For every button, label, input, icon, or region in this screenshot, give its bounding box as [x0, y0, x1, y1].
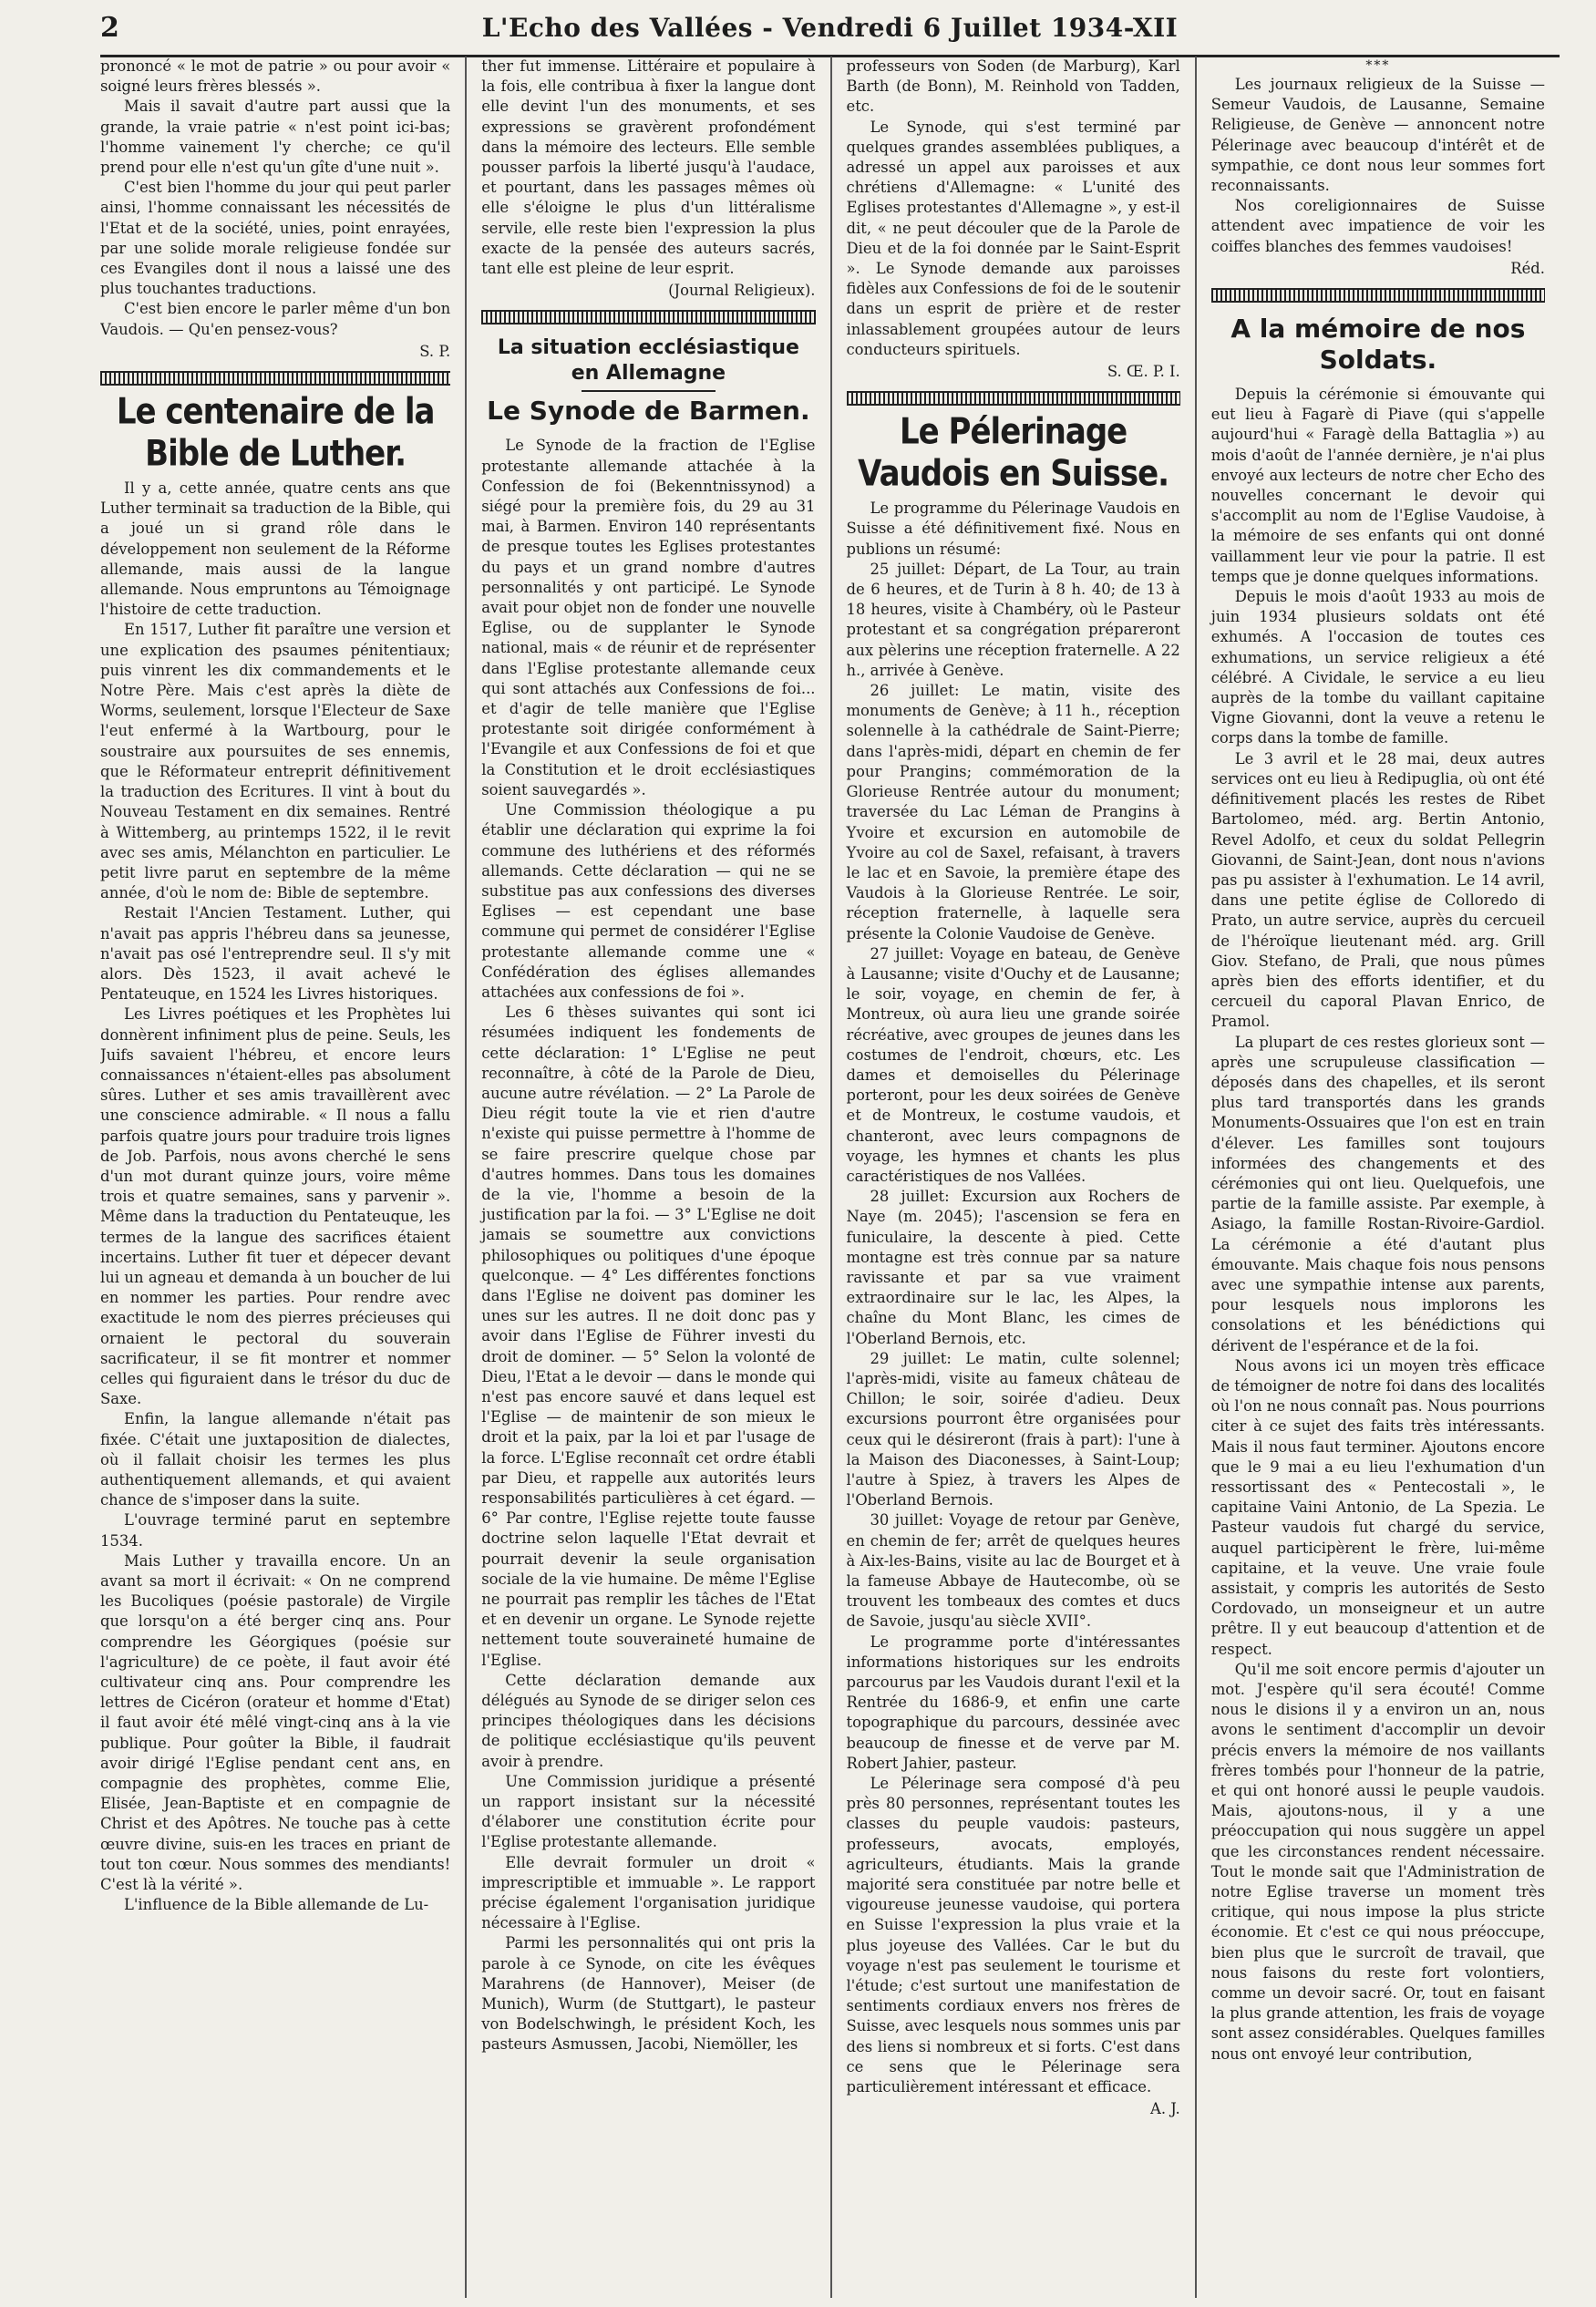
paragraph: Une Commission juridique a présenté un rapport insistant sur la nécessité d'élaborer une constitution écrite pour l'Eglise protestante allemande.	[481, 1772, 816, 1851]
column-3	[830, 57, 1195, 2298]
article-signature: S. Œ. P. I.	[1107, 363, 1180, 381]
paragraph: 28 juillet: Excursion aux Rochers de Naye (m. 2045); l'ascension se fera en funiculaire, la descente à pied. Cette montagne est très connue par sa nature ravissante et par sa vue vraiment extraordinaire sur le lac, les Alpes, la chaîne du Mont Blanc, les cimes de l'Oberland Bernois, etc.	[846, 1188, 1180, 1347]
paragraph: Les 6 thèses suivantes qui sont ici résumées indiquent les fondements de cette déclaration: 1° L'Eglise ne peut reconnaître, à côté de la Parole de Dieu, aucune autre révélation. — 2° La Parole de Dieu régit toute la vie et rien d'autre n'existe qui puisse permettre à l'homme de se faire prescrire quelque chose par d'autres hommes. Dans tous les domaines de la vie, l'homme a besoin de la justification par la foi. — 3° L'Eglise ne doit jamais se soumettre aux convictions philosophiques ou politiques d'une époque quelconque. — 4° Les différentes fonctions dans l'Eglise ne doivent pas dominer les unes sur les autres. Il ne doit donc pas y avoir dans l'Eglise de Führer investi du droit de dominer. — 5° Selon la volonté de Dieu, l'Etat a le devoir — dans le monde qui n'est pas encore sauvé et dans lequel est l'Eglise — de maintenir de son mieux le droit et la paix, par la loi et par l'usage de la force. L'Eglise reconnaît cet ordre établi par Dieu, et rappelle aux autorités leurs responsabilités particulières à cet égard. — 6° Par contre, l'Eglise rejette toute fausse doctrine selon laquelle l'Etat devrait et pourrait devenir la seule organisation sociale de la vie humaine. De même l'Eglise ne pourrait pas remplir les tâches de l'Etat et en devenir un organe. Le Synode rejette nettement toute souveraineté humaine de l'Eglise.	[481, 1004, 816, 1669]
paragraph: ther fut immense. Littéraire et populaire à la fois, elle contribua à fixer la langue dont elle devint l'un des monuments, et ses expressions se gravèrent profondément dans la mémoire des lecteurs. Elle semble pousser parfois la liberté jusqu'à l'audace, et pourtant, dans les passages mêmes où elle s'éloigne le plus d'un littéralisme servile, elle reste bien l'expression la plus exacte de la pensée des auteurs sacrés, tant elle est pleine de leur esprit.	[481, 57, 816, 278]
paragraph: Mais Luther y travailla encore. Un an avant sa mort il écrivait: « On ne comprend les Bucoliques (poésie pastorale) de Virgile que lorsqu'on a été berger cinq ans. Pour comprendre les Géorgiques (poésie sur l'agriculture) de ce poète, il faut avoir été cultivateur cinq ans. Pour comprendre les lettres de Cicéron (orateur et homme d'Etat) il faut avoir été mêlé vingt-cinq ans à la vie publique. Pour goûter la Bible, il faudrait avoir dirigé l'Eglise pendant cent ans, en compagnie des prophètes, comme Elie, Elisée, Jean-Baptiste et en compagnie de Christ et des Apôtres. Ne touche pas à cette œuvre divine, suis-en les traces en priant de tout ton cœur. Nous sommes des mendiants! C'est là la vérité ».	[100, 1551, 451, 1894]
section-divider	[1211, 288, 1545, 303]
paragraph: 25 juillet: Départ, de La Tour, au train de 6 heures, et de Turin à 8 h. 40; de 13 à 18 heures, visite à Chambéry, où le Pasteur protestant et sa congrégation prépareront aux pèlerins une réception fraternelle. A 22 h., arrivée à Genève.	[846, 560, 1180, 679]
headline-luther-bible: Le centenaire de la Bible de Luther.	[116, 391, 435, 476]
section-divider	[481, 310, 815, 324]
paragraph: Depuis le mois d'août 1933 au mois de juin 1934 plusieurs soldats ont été exhumés. A l'occasion de toutes ces exhumations, un service religieux a été célébré. A Cividale, le service a eu lieu auprès de la tombe du vaillant capitaine Vigne Giovanni, dont la veuve a retenu le corps dans la tombe de famille.	[1210, 588, 1545, 747]
paragraph: 27 juillet: Voyage en bateau, de Genève à Lausanne; visite d'Ouchy et de Lausanne; le soir, voyage, en chemin de fer, à Montreux, où aura lieu une grande soirée récréative, avec groupes de jeunes dans les costumes de l'endroit, chœurs, etc. Les dames et demoiselles du Pélerinage porteront, pour les deux soirées de Genève et de Montreux, le costume vaudois, et chanteront, avec leurs compagnons de voyage, les hymnes et chants les plus caractéristiques de nos Vallées.	[846, 944, 1180, 1185]
paragraph: professeurs von Soden (de Marburg), Karl Barth (de Bonn), M. Reinhold von Tadden, etc.	[846, 57, 1180, 116]
paragraph: Cette déclaration demande aux délégués au Synode de se diriger selon ces principes théologiques dans les décisions de politique ecclésiastique qu'ils peuvent avoir à prendre.	[481, 1671, 816, 1770]
paragraph: C'est bien l'homme du jour qui peut parler ainsi, l'homme connaissant les nécessités de l'Etat et de la société, unies, point enrayées, par une solide morale religieuse fondée sur ces Evangiles dont il nous a laissé une des plus touchantes traductions.	[100, 179, 451, 298]
paragraph: Mais il savait d'autre part aussi que la grande, la vraie patrie « n'est point ici-bas; l'homme vainement l'y cherche; ce qu'il prend pour elle n'est qu'un gîte d'une nuit ».	[100, 98, 451, 177]
paragraph: 26 juillet: Le matin, visite des monuments de Genève; à 11 h., réception solennelle à la cathédrale de Saint-Pierre; dans l'après-midi, départ en chemin de fer pour Prangins; commémoration de la Glorieuse Rentrée autour du monument; traversée du Lac Léman de Prangins à Yvoire et excursion en automobile de Yvoire au col de Saxel, refaisant, à travers le lac et en Savoie, la première étape des Vaudois à la Glorieuse Rentrée. Le soir, réception fraternelle, à laquelle sera présente la Colonie Vaudoise de Genève.	[846, 682, 1180, 942]
section-divider	[100, 371, 450, 386]
article-signature: (Journal Religieux).	[668, 282, 816, 300]
column-4	[1195, 57, 1560, 2298]
paragraph: Parmi les personnalités qui ont pris la parole à ce Synode, on cite les évêques Marahrens (de Hannover), Meiser (de Munich), Wurm (de Stuttgart), le pasteur von Bodelschwingh, le président Koch, les pasteurs Asmussen, Jacobi, Niemöller, les	[481, 1934, 816, 2054]
paragraph: En 1517, Luther fit paraître une version et une explication des psaumes pénitentiaux; puis vinrent les dix commandements et le Notre Père. Mais c'est après la diète de Worms, seulement, lorsque l'Electeur de Saxe l'eut enfermé à la Wartbourg, pour le soustraire aux poursuites de ses ennemis, que le Réformateur entreprit définitivement la traduction des Ecritures. Il vint à bout du Nouveau Testament en dix semaines. Rentré à Wittemberg, au printemps 1522, il le revit avec ses amis, Mélanchton en particulier. Le petit livre parut en septembre de la même année, d'où le nom de: Bible de septembre.	[100, 621, 451, 902]
paragraph: Une Commission théologique a pu établir une déclaration qui exprime la foi commune des luthériens et des réformés allemands. Cette déclaration — qui ne se substitue pas aux confessions des diverses Eglises — est cependant une base commune qui permet de considérer l'Eglise protestante allemande comme une « Confédération des églises allemandes attachées aux confessions de foi ».	[481, 801, 816, 1001]
paragraph: C'est bien encore le parler même d'un bon Vaudois. — Qu'en pensez-vous?	[100, 300, 451, 338]
paragraph: Restait l'Ancien Testament. Luther, qui n'avait pas appris l'hébreu dans sa jeunesse, n'avait pas osé l'entreprendre seul. Il s'y mit alors. Dès 1523, il avait achevé le Pentateuque, en 1524 les Livres historiques.	[100, 904, 451, 1004]
paragraph: Nous avons ici un moyen très efficace de témoigner de notre foi dans des localités où l'on ne nous connaît pas. Nous pourrions citer à ce sujet des faits très intéressants. Mais il nous faut terminer. Ajoutons encore que le 9 mai a eu lieu l'exhumation d'un ressortissant des « Pentecostali », le capitaine Vaini Antonio, de La Spezia. Le Pasteur vaudois fut chargé du service, auquel participèrent le frère, lui-même capitaine, et la veuve. Une vraie foule assistait, y compris les autorités de Sesto Cordovado, un monseigneur et un autre prêtre. Il y eut beaucoup d'attention et de respect.	[1210, 1356, 1545, 1658]
section-stars: ***	[1365, 58, 1391, 73]
paragraph: Les Livres poétiques et les Prophètes lui donnèrent infiniment plus de peine. Seuls, les Juifs savaient l'hébreu, et encore leurs connaissances n'étaient-elles pas absolument sûres. Luther et ses amis travaillèrent avec une conscience admirable. « Il nous a fallu parfois quatre jours pour traduire trois lignes de Job. Parfois, nous avons cherché le sens d'un mot durant quinze jours, voire même trois et quatre semaines, sans y parvenir ». Même dans la traduction du Pentateuque, les termes de la langue des sacrifices étaient incertains. Luther fit tuer et dépecer devant lui un agneau et demanda à un boucher de lui en nommer les parties. Pour rendre avec exactitude le nom des pierres précieuses qui ornaient le pectoral du souverain sacrificateur, il se fit montrer et nommer celles qui figuraient dans le trésor du duc de Saxe.	[100, 1005, 451, 1408]
paragraph: Le programme du Pélerinage Vaudois en Suisse a été définitivement fixé. Nous en publions un résumé:	[846, 500, 1180, 558]
paragraph: La plupart de ces restes glorieux sont — après une scrupuleuse classification — déposés dans des chapelles, et ils seront plus tard transportés dans les grands Monuments-Ossuaires que l'on est en train d'élever. Les familles sont toujours informées des changements et des cérémonies qui ont lieu. Quelquefois, une partie de la famille assiste. Par exemple, à Asiago, la famille Rostan-Rivoire-Gardiol. La cérémonie a été d'autant plus émouvante. Mais chaque fois nous pensons avec une sympathie intense aux parents, pour lesquels nous implorons les consolations et les bénédictions qui dérivent de l'espérance et de la foi.	[1210, 1033, 1545, 1354]
paragraph: Le 3 avril et le 28 mai, deux autres services ont eu lieu à Redipuglia, où ont été définitivement placés les restes de Ribet Bartolomeo, méd. arg. Bertin Antonio, Revel Adolfo, et ceux du soldat Pellegrin Giovanni, de Saint-Jean, dont nous n'avions pas pu assister à l'exhumation. Le 14 avril, dans une petite église de Colloredo di Prato, un autre service, auprès du cercueil de l'héroïque lieutenant méd. arg. Grill Giov. Stefano, de Prali, que nous pûmes après bien des efforts identifier, et du cercueil du caporal Plavan Enrico, de Pramol.	[1210, 749, 1545, 1031]
paragraph: Le Pélerinage sera composé d'à peu près 80 personnes, représentant toutes les classes du peuple vaudois: pasteurs, professeurs, avocats, employés, agriculteurs, étudiants. Mais la grande majorité sera constituée par notre belle et vigoureuse jeunesse vaudoise, qui portera en Suisse l'expression la plus vraie et la plus joyeuse des Vallées. Car le but du voyage n'est pas seulement le tourisme et l'étude; c'est surtout une manifestation de sentiments cordiaux envers nos frères de Suisse, avec lesquels nous sommes unis par des liens si nombreux et si forts. C'est dans ce sens que le Pélerinage sera particulièrement intéressant et efficace.	[846, 1775, 1180, 2096]
kicker-underline	[582, 390, 716, 392]
paragraph: L'influence de la Bible allemande de Lu-	[124, 1896, 429, 1914]
paragraph: 29 juillet: Le matin, culte solennel; l'après-midi, visite au fameux château de Chillon; le soir, soirée d'adieu. Deux excursions pourront être organisées pour ceux qui le désireront (frais à part): l'une à la Maison des Diaconesses, à Saint-Loup; l'autre à Spiez, à travers les Alpes de l'Oberland Bernois.	[846, 1349, 1180, 1509]
paragraph: Depuis la cérémonie si émouvante qui eut lieu à Fagarè di Piave (qui s'appelle aujourd'hui « Faragè della Battaglia ») au mois d'août de l'année dernière, je n'ai plus envoyé aux lecteurs de notre cher Echo des nouvelles concernant le devoir qui s'accomplit au nom de l'Eglise Vaudoise, à la mémoire de ses enfants qui ont donné vaillamment leur vie pour la patrie. Il est temps que je donne quelques informations.	[1210, 386, 1545, 585]
article-signature: A. J.	[1149, 2100, 1180, 2118]
section-divider	[847, 391, 1180, 406]
paragraph: Le Synode, qui s'est terminé par quelques grandes assemblées publiques, a adressé un appel aux paroisses et aux chrétiens d'Allemagne: « L'unité des Eglises protestantes d'Allemagne », y est-il dit, « ne peut découler que de la Parole de Dieu et de la foi donnée par le Saint-Esprit ». Le Synode demande aux paroisses fidèles aux Confessions de foi de le soutenir dans un esprit de prière et de rester inlassablement groupées autour de leurs conducteurs spirituels.	[846, 118, 1180, 358]
column-2	[465, 57, 829, 2298]
columns	[100, 57, 1560, 2298]
headline-soldiers-memory: A la mémoire de nos Soldats.	[1230, 314, 1526, 376]
paragraph: Elle devrait formuler un droit « imprescriptible et immuable ». Le rapport précise également l'organisation juridique nécessaire à l'Eglise.	[481, 1853, 816, 1932]
column-1	[100, 57, 465, 2298]
masthead	[100, 0, 1560, 57]
headline-pilgrimage: Le Pélerinage Vaudois en Suisse.	[858, 411, 1169, 496]
headline-barmen-synod: Le Synode de Barmen.	[487, 396, 810, 427]
paragraph: Nos coreligionnaires de Suisse attendent avec impatience de voir les coiffes blanches des femmes vaudoises!	[1210, 197, 1545, 255]
article-signature: Réd.	[1510, 259, 1545, 277]
masthead-title: L'Echo des Vallées - Vendredi 6 Juillet 1934-XII	[481, 12, 1179, 43]
article-signature: S. P.	[419, 342, 451, 360]
paragraph: Le Synode de la fraction de l'Eglise protestante allemande attachée à la Confession de foi (Bekenntnissynod) a siégé pour la première fois, du 29 au 31 mai, à Barmen. Environ 140 représentants de presque toutes les Eglises protestantes du pays et un grand nombre d'autres personnalités y ont participé. Le Synode avait pour objet non de fonder une nouvelle Eglise, ou de supplanter le Synode national, mais « de réunir et de représenter dans l'Eglise protestante allemande ceux qui sont attachés aux Confessions de foi... et d'agir de telle manière que l'Eglise protestante soit dirigée conformément à l'Evangile et aux Confessions de foi et que la Constitution et le droit ecclésiastiques soient sauvegardés ».	[481, 437, 816, 798]
paragraph: Enfin, la langue allemande n'était pas fixée. C'était une juxtaposition de dialectes, où il fallait choisir les termes les plus authentiquement allemands, et qui avaient chance de s'imposer dans la suite.	[100, 1410, 451, 1509]
paragraph: Les journaux religieux de la Suisse — Semeur Vaudois, de Lausanne, Semaine Religieuse, de Genève — annoncent notre Pélerinage avec beaucoup d'intérêt et de sympathie, ce dont nous leur sommes fort reconnaissants.	[1210, 76, 1545, 195]
paragraph: Il y a, cette année, quatre cents ans que Luther terminait sa traduction de la Bible, qui a joué un si grand rôle dans le développement non seulement de la Réforme allemande, mais aussi de la langue allemande. Nous empruntons au Témoignage l'histoire de cette traduction.	[100, 479, 451, 619]
paragraph: Qu'il me soit encore permis d'ajouter un mot. J'espère qu'il sera écouté! Comme nous le disions il y a environ un an, nous avons le sentiment d'accomplir un devoir précis envers la mémoire de nos vaillants frères tombés pour l'honneur de la patrie, et qui ont honoré aussi le peuple vaudois. Mais, ajoutons-nous, il y a une préoccupation qui nous suggère un appel que les circonstances rendent nécessaire. Tout le monde sait que l'Administration de notre Eglise traverse un moment très critique, qui nous impose la plus stricte économie. Et c'est ce qui nous préoccupe, bien plus que le surcroît de travail, que nous faisons du reste fort volontiers, comme un devoir sacré. Or, tout en faisant la plus grande attention, les frais de voyage sont assez considérables. Quelques familles nous ont envoyé leur contribution,	[1210, 1660, 1545, 2063]
paragraph: Le programme porte d'intéressantes informations historiques sur les endroits parcourus par les Vaudois durant l'exil et la Rentrée du 1686-9, et enfin une carte topographique du parcours, dessinée avec beaucoup de finesse et de verve par M. Robert Jahier, pasteur.	[846, 1632, 1180, 1772]
paragraph: prononcé « le mot de patrie » ou pour avoir « soigné leurs frères blessés ».	[100, 57, 451, 96]
paragraph: L'ouvrage terminé parut en septembre 1534.	[100, 1511, 451, 1550]
kicker-germany-church: La situation ecclésiastique en Allemagne	[497, 336, 799, 386]
page-number: 2	[100, 11, 119, 44]
paragraph: 30 juillet: Voyage de retour par Genève, en chemin de fer; arrêt de quelques heures à Aix-les-Bains, visite au lac de Bourget et à la fameuse Abbaye de Hautecombe, où se trouvent les tombeaux des comtes et ducs de Savoie, jusqu'au siècle XVII°.	[846, 1511, 1180, 1631]
